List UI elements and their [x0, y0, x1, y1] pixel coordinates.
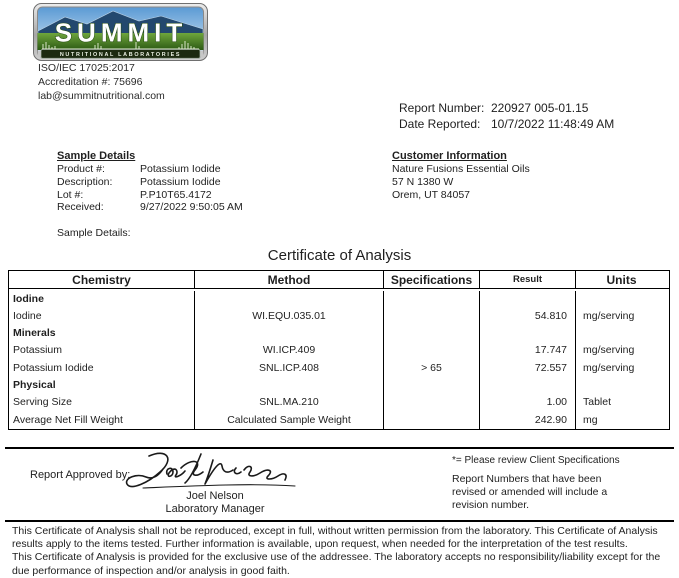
cell-method: [195, 325, 384, 341]
customer-information-title: Customer Information: [392, 150, 507, 162]
sample-detail-row: [57, 163, 243, 176]
cell-method: SNL.MA.210: [195, 393, 384, 411]
cell-specifications: [384, 411, 480, 429]
cell-units: [576, 291, 667, 307]
sample-detail-row: [57, 176, 243, 189]
iso-standard-text: ISO/IEC 17025:2017: [38, 62, 135, 74]
cell-specifications: [384, 393, 480, 411]
cell-units: [576, 377, 667, 393]
sample-detail-row: [57, 189, 243, 202]
lab-email-text: lab@summitnutritional.com: [38, 90, 165, 102]
column-header-specifications: Specifications: [384, 271, 480, 288]
footer-top-rule: [5, 520, 674, 522]
customer-street: 57 N 1380 W: [392, 176, 454, 188]
results-table: [8, 270, 670, 430]
client-specifications-note: *= Please review Client Specifications: [452, 455, 620, 466]
sample-details-title: Sample Details: [57, 150, 136, 162]
disclaimer-paragraph-1: This Certificate of Analysis shall not be reproduced, except in full, without written permission from the laboratory. This Certificate of Analysis results apply to the items tested. Further information is available, upon request, when needed for the interpretation of the test results.: [12, 525, 658, 551]
cell-result: [480, 377, 576, 393]
cell-result: 17.747: [480, 341, 576, 359]
column-header-method: Method: [195, 271, 384, 288]
column-header-units: Units: [606, 272, 637, 287]
customer-name: Nature Fusions Essential Oils: [392, 163, 530, 175]
cell-method: [195, 291, 384, 307]
cell-units: mg/serving: [583, 362, 635, 374]
cell-chemistry: Iodine: [9, 307, 195, 325]
footer-disclaimer: [12, 525, 671, 578]
sample-details-fields: [57, 163, 243, 214]
cell-method: WI.EQU.035.01: [195, 307, 384, 325]
cell-chemistry: Potassium: [9, 341, 195, 359]
cell-specifications: [384, 307, 480, 325]
disclaimer-paragraph-2: This Certificate of Analysis is provided for the exclusive use of the addressee. The laboratory accepts no responsibility/liability except for the due performance of inspection and/or analysis in good faith.: [12, 551, 661, 577]
signer-title: Laboratory Manager: [165, 503, 265, 515]
cell-specifications: [384, 291, 480, 307]
table-row: [9, 377, 669, 393]
cell-chemistry: Average Net Fill Weight: [9, 411, 195, 429]
field-label: Description:: [57, 175, 113, 188]
lab-accreditation-info: [38, 61, 165, 103]
cell-method: Calculated Sample Weight: [195, 411, 384, 429]
signer-name: Joel Nelson: [186, 490, 244, 502]
cell-units: mg/serving: [583, 344, 635, 356]
cell-result: 242.90: [480, 411, 576, 429]
table-row: [9, 359, 669, 377]
cell-chemistry: Serving Size: [9, 393, 195, 411]
table-row: [9, 411, 669, 429]
cell-specifications: [384, 325, 480, 341]
cell-units: mg: [583, 414, 598, 426]
logo-brand-text: SUMMIT: [54, 17, 188, 48]
revision-number-note: Report Numbers that have been revised or amended will include a revision number.: [452, 473, 608, 511]
date-reported-label: Date Reported:: [399, 116, 481, 131]
cell-specifications: [384, 341, 480, 359]
summit-logo-image: [33, 3, 208, 61]
cell-result: [480, 325, 576, 341]
report-meta: [399, 101, 614, 132]
field-value: 9/27/2022 9:50:05 AM: [140, 201, 243, 214]
report-number-label: Report Number:: [399, 101, 485, 115]
table-row: [9, 307, 669, 325]
cell-result: 72.557: [480, 359, 576, 377]
cell-chemistry: Minerals: [9, 325, 195, 341]
certificate-title: Certificate of Analysis: [267, 247, 412, 264]
cell-result: 54.810: [480, 307, 576, 325]
table-header-row: [9, 271, 669, 289]
cell-units: [576, 325, 667, 341]
cell-method: [195, 377, 384, 393]
table-row: [9, 341, 669, 359]
field-value: P.P10T65.4172: [140, 188, 212, 201]
cell-method: WI.ICP.409: [195, 341, 384, 359]
field-label: Lot #:: [57, 188, 84, 201]
table-row: [9, 393, 669, 411]
summit-logo: [33, 3, 208, 66]
signature-section-top-rule: [5, 447, 674, 449]
table-row: [9, 291, 669, 307]
cell-chemistry: Potassium Iodide: [9, 359, 195, 377]
cell-specifications: [384, 377, 480, 393]
report-approved-by-label: Report Approved by:: [30, 469, 131, 481]
column-header-chemistry: Chemistry: [9, 271, 195, 288]
field-label: Received:: [57, 201, 104, 214]
sample-details-more-label: Sample Details:: [57, 227, 131, 239]
customer-information-lines: [392, 163, 530, 202]
cell-units: mg/serving: [583, 310, 635, 322]
report-number-value: 220927 005-01.15: [491, 101, 589, 115]
report-number-row: [399, 101, 614, 117]
cell-specifications: > 65: [384, 359, 480, 377]
date-reported-value: 10/7/2022 11:48:49 AM: [491, 116, 615, 131]
cell-method: SNL.ICP.408: [195, 359, 384, 377]
cell-result: [480, 291, 576, 307]
sample-detail-row: [57, 201, 243, 214]
table-body: [9, 289, 669, 429]
field-value: Potassium Iodide: [140, 163, 221, 175]
table-row: [9, 325, 669, 341]
field-value: Potassium Iodide: [140, 175, 221, 188]
customer-city: Orem, UT 84057: [392, 189, 471, 201]
date-reported-row: [399, 117, 614, 133]
field-label: Product #:: [57, 163, 105, 175]
column-header-result: Result: [480, 271, 576, 288]
accreditation-number-text: Accreditation #: 75696: [38, 76, 143, 88]
cell-units: Tablet: [583, 396, 612, 408]
cell-chemistry: Physical: [9, 377, 195, 393]
cell-chemistry: Iodine: [9, 291, 195, 307]
cell-result: 1.00: [480, 393, 576, 411]
logo-tagline-text: NUTRITIONAL LABORATORIES: [59, 52, 182, 59]
